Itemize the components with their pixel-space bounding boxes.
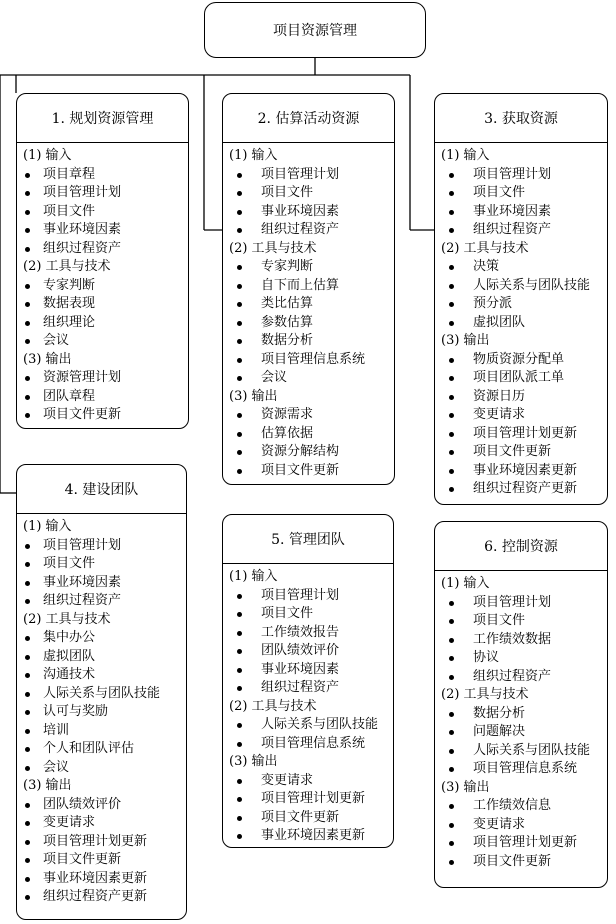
list-item-text: 项目管理计划更新 — [261, 791, 366, 806]
bullet-icon — [449, 173, 454, 178]
list-item — [229, 277, 394, 296]
section-label: (1) 输入 — [441, 576, 490, 591]
list-item-text: 事业环境因素更新 — [43, 870, 148, 886]
list-item-text: 类比估算 — [261, 296, 314, 311]
list-item — [229, 443, 394, 462]
list-item — [441, 649, 607, 668]
list-item-text: 沟通技术 — [43, 667, 96, 682]
process-body — [223, 564, 393, 846]
bullet-icon — [237, 413, 242, 418]
list-item — [441, 612, 607, 631]
bullet-icon — [449, 450, 454, 455]
bullet-icon — [237, 228, 242, 233]
bullet-icon — [449, 619, 454, 624]
list-item — [229, 605, 393, 624]
list-item-text: 项目管理计划更新 — [43, 833, 148, 849]
bullet-icon — [449, 804, 454, 809]
list-item-text: 组织理论 — [43, 314, 96, 330]
list-item — [229, 809, 393, 828]
bullet-icon — [25, 228, 30, 233]
list-item-text: 专家判断 — [261, 259, 314, 274]
list-item — [441, 314, 607, 333]
list-item — [229, 716, 393, 735]
list-item — [23, 332, 188, 351]
bullet-icon — [449, 730, 454, 735]
bullet-icon — [237, 265, 242, 270]
list-item-text: 事业环境因素 — [261, 661, 340, 677]
section-label: (1) 输入 — [23, 519, 72, 534]
list-item — [23, 814, 186, 833]
section-label: (3) 输出 — [229, 754, 278, 769]
bullet-icon — [237, 631, 242, 636]
list-item — [23, 722, 186, 741]
bullet-icon — [449, 265, 454, 270]
list-item-text: 认可与奖励 — [43, 704, 109, 719]
list-item-text: 项目文件更新 — [261, 462, 340, 478]
bullet-icon — [25, 562, 30, 567]
list-item — [23, 240, 188, 259]
process-body — [223, 143, 394, 480]
list-item — [229, 642, 393, 661]
list-item — [23, 406, 188, 425]
process-box-acquire-resources — [434, 93, 608, 505]
process-title: 3. 获取资源 — [435, 94, 607, 143]
list-item — [441, 166, 607, 185]
list-item-text: 事业环境因素更新 — [261, 828, 366, 843]
list-item-text: 项目文件更新 — [473, 444, 552, 459]
list-item — [23, 184, 188, 203]
bullet-icon — [25, 821, 30, 826]
list-item — [441, 760, 607, 779]
section-label: (2) 工具与技术 — [441, 687, 529, 702]
bullet-icon — [449, 413, 454, 418]
process-title: 6. 控制资源 — [435, 522, 607, 571]
list-item — [441, 834, 607, 853]
list-item — [23, 666, 186, 685]
bullet-icon — [237, 742, 242, 747]
list-item — [229, 369, 394, 388]
list-item-text: 项目文件 — [261, 185, 314, 200]
bullet-icon — [449, 321, 454, 326]
list-item-text: 项目文件 — [473, 613, 526, 628]
list-item — [229, 332, 394, 351]
section-label: (3) 输出 — [441, 333, 490, 348]
list-item-text: 项目管理信息系统 — [261, 735, 366, 751]
bullet-icon — [449, 284, 454, 289]
list-item-text: 事业环境因素 — [43, 574, 122, 590]
list-item — [441, 295, 607, 314]
list-item — [229, 661, 393, 680]
bullet-icon — [237, 797, 242, 802]
bullet-icon — [25, 858, 30, 863]
process-box-control-resources — [434, 521, 608, 888]
list-item — [229, 679, 393, 698]
list-item-text: 项目管理计划 — [473, 594, 552, 610]
list-item — [229, 295, 394, 314]
bullet-icon — [237, 376, 242, 381]
list-item — [23, 537, 186, 556]
list-item-text: 变更请求 — [473, 407, 526, 422]
list-item-text: 个人和团队评估 — [43, 741, 135, 756]
list-item — [23, 629, 186, 648]
list-item-text: 组织过程资产 — [473, 222, 552, 237]
list-item — [229, 406, 394, 425]
bullet-icon — [25, 544, 30, 549]
list-item-text: 人际关系与团队技能 — [473, 742, 591, 758]
list-item-text: 项目管理计划 — [261, 587, 340, 603]
list-item-text: 项目文件更新 — [261, 809, 340, 825]
bullet-icon — [25, 655, 30, 660]
list-item-text: 预分派 — [473, 296, 513, 311]
list-item — [441, 723, 607, 742]
section-label: (1) 输入 — [229, 148, 278, 163]
bullet-icon — [237, 450, 242, 455]
section-label: (1) 输入 — [441, 148, 490, 163]
process-body — [435, 571, 607, 871]
list-item-text: 物质资源分配单 — [473, 351, 565, 367]
list-item-text: 组织过程资产 — [261, 222, 340, 237]
list-item — [441, 184, 607, 203]
list-item-text: 自下而上估算 — [261, 277, 340, 293]
list-item-text: 事业环境因素 — [261, 203, 340, 219]
list-item — [23, 295, 188, 314]
list-item — [23, 796, 186, 815]
process-title: 2. 估算活动资源 — [223, 94, 394, 143]
list-item — [23, 592, 186, 611]
list-item-text: 组织过程资产 — [473, 668, 552, 684]
bullet-icon — [449, 302, 454, 307]
list-item-text: 协议 — [473, 650, 500, 665]
bullet-icon — [449, 228, 454, 233]
list-item-text: 组织过程资产更新 — [473, 481, 578, 496]
list-item-text: 项目文件 — [473, 185, 526, 200]
list-item-text: 虚拟团队 — [43, 648, 96, 664]
list-item — [441, 742, 607, 761]
section-label: (2) 工具与技术 — [229, 240, 317, 256]
list-item — [23, 574, 186, 593]
list-item-text: 问题解决 — [473, 724, 526, 739]
list-item-text: 变更请求 — [261, 772, 314, 788]
bullet-icon — [449, 860, 454, 865]
list-item-text: 工作绩效数据 — [473, 631, 552, 647]
list-item-text: 团队绩效评价 — [261, 643, 340, 658]
list-item — [23, 166, 188, 185]
list-item — [441, 258, 607, 277]
bullet-icon — [237, 339, 242, 344]
list-item-text: 项目管理信息系统 — [261, 351, 366, 367]
bullet-icon — [237, 723, 242, 728]
bullet-icon — [237, 284, 242, 289]
list-item — [441, 462, 607, 481]
list-item-text: 数据表现 — [43, 296, 96, 311]
list-item — [229, 258, 394, 277]
list-item — [23, 388, 188, 407]
process-box-plan-resource — [16, 93, 189, 429]
list-item-text: 工作绩效信息 — [473, 798, 552, 813]
list-item — [441, 853, 607, 872]
list-item — [441, 406, 607, 425]
bullet-icon — [25, 599, 30, 604]
list-item-text: 专家判断 — [43, 277, 96, 293]
bullet-icon — [449, 376, 454, 381]
list-item — [23, 221, 188, 240]
list-item — [441, 369, 607, 388]
list-item-text: 项目文件 — [261, 606, 314, 621]
list-item — [441, 443, 607, 462]
list-item-text: 项目管理信息系统 — [473, 761, 578, 776]
list-item-text: 项目章程 — [43, 166, 96, 182]
list-item-text: 项目文件 — [43, 556, 96, 571]
bullet-icon — [25, 747, 30, 752]
bullet-icon — [449, 841, 454, 846]
list-item-text: 项目管理计划更新 — [473, 835, 578, 850]
section-label: (3) 输出 — [441, 779, 490, 795]
process-title: 4. 建设团队 — [17, 465, 186, 514]
list-item-text: 会议 — [43, 333, 70, 348]
list-item — [441, 203, 607, 222]
list-item-text: 工作绩效报告 — [261, 624, 340, 640]
list-item — [23, 648, 186, 667]
bullet-icon — [237, 210, 242, 215]
list-item — [441, 631, 607, 650]
section-label: (3) 输出 — [23, 778, 72, 793]
list-item — [229, 624, 393, 643]
bullet-icon — [25, 247, 30, 252]
list-item-text: 组织过程资产 — [43, 593, 122, 608]
list-item-text: 项目管理计划 — [43, 185, 122, 200]
bullet-icon — [449, 601, 454, 606]
list-item-text: 项目管理计划 — [473, 166, 552, 182]
list-item-text: 项目管理计划 — [261, 166, 340, 182]
list-item — [229, 462, 394, 481]
list-item — [23, 888, 186, 907]
list-item-text: 人际关系与团队技能 — [261, 717, 379, 732]
list-item-text: 组织过程资产 — [261, 680, 340, 695]
bullet-icon — [449, 432, 454, 437]
list-item — [23, 555, 186, 574]
list-item-text: 项目文件更新 — [473, 853, 552, 869]
bullet-icon — [449, 395, 454, 400]
list-item-text: 数据分析 — [473, 705, 526, 721]
list-item-text: 项目团队派工单 — [473, 370, 565, 385]
list-item-text: 事业环境因素 — [43, 222, 122, 237]
list-item — [229, 772, 393, 791]
list-item-text: 培训 — [43, 722, 70, 738]
section-label: (1) 输入 — [23, 148, 72, 163]
process-title: 5. 管理团队 — [223, 515, 393, 564]
bullet-icon — [449, 469, 454, 474]
list-item — [229, 221, 394, 240]
list-item-text: 项目管理计划 — [43, 537, 122, 553]
bullet-icon — [237, 321, 242, 326]
bullet-icon — [237, 649, 242, 654]
process-box-estimate-activity-resources — [222, 93, 395, 485]
list-item-text: 参数估算 — [261, 314, 314, 330]
list-item-text: 集中办公 — [43, 630, 96, 645]
root-title: 项目资源管理 — [273, 23, 357, 39]
bullet-icon — [25, 376, 30, 381]
list-item — [23, 369, 188, 388]
list-item-text: 估算依据 — [261, 425, 314, 441]
bullet-icon — [25, 395, 30, 400]
list-item-text: 资源日历 — [473, 388, 526, 404]
list-item — [23, 759, 186, 778]
bullet-icon — [25, 339, 30, 344]
process-body — [17, 514, 186, 907]
list-item — [441, 594, 607, 613]
bullet-icon — [449, 358, 454, 363]
list-item — [441, 668, 607, 687]
list-item — [23, 203, 188, 222]
list-item-text: 人际关系与团队技能 — [473, 277, 591, 293]
section-label: (3) 输出 — [229, 388, 278, 404]
bullet-icon — [25, 321, 30, 326]
bullet-icon — [237, 191, 242, 196]
process-body — [435, 143, 607, 499]
section-label: (2) 工具与技术 — [23, 611, 111, 627]
list-item — [229, 314, 394, 333]
bullet-icon — [25, 210, 30, 215]
list-item — [229, 425, 394, 444]
bullet-icon — [449, 656, 454, 661]
list-item — [441, 388, 607, 407]
list-item — [23, 703, 186, 722]
list-item — [23, 851, 186, 870]
bullet-icon — [237, 779, 242, 784]
list-item-text: 项目文件更新 — [43, 407, 122, 422]
bullet-icon — [25, 895, 30, 900]
bullet-icon — [25, 673, 30, 678]
section-label: (2) 工具与技术 — [23, 259, 111, 274]
bullet-icon — [25, 284, 30, 289]
list-item-text: 资源需求 — [261, 407, 314, 422]
bullet-icon — [25, 302, 30, 307]
section-label: (1) 输入 — [229, 569, 278, 584]
bullet-icon — [449, 712, 454, 717]
list-item-text: 变更请求 — [473, 816, 526, 832]
bullet-icon — [25, 803, 30, 808]
bullet-icon — [25, 877, 30, 882]
list-item — [23, 685, 186, 704]
list-item-text: 组织过程资产 — [43, 240, 122, 256]
list-item-text: 会议 — [43, 759, 70, 775]
list-item-text: 事业环境因素更新 — [473, 462, 578, 478]
bullet-icon — [25, 173, 30, 178]
list-item — [229, 587, 393, 606]
process-body — [17, 143, 188, 425]
list-item — [23, 740, 186, 759]
list-item — [23, 277, 188, 296]
bullet-icon — [237, 469, 242, 474]
bullet-icon — [25, 413, 30, 418]
list-item — [229, 203, 394, 222]
list-item-text: 数据分析 — [261, 333, 314, 348]
bullet-icon — [25, 840, 30, 845]
list-item-text: 团队章程 — [43, 388, 96, 404]
bullet-icon — [25, 581, 30, 586]
list-item — [441, 351, 607, 370]
bullet-icon — [25, 191, 30, 196]
list-item-text: 团队绩效评价 — [43, 796, 122, 812]
bullet-icon — [449, 487, 454, 492]
bullet-icon — [25, 692, 30, 697]
list-item — [229, 790, 393, 809]
bullet-icon — [449, 675, 454, 680]
list-item — [441, 221, 607, 240]
section-label: (2) 工具与技术 — [441, 240, 529, 256]
bullet-icon — [237, 358, 242, 363]
bullet-icon — [25, 766, 30, 771]
bullet-icon — [449, 638, 454, 643]
bullet-icon — [449, 210, 454, 215]
list-item — [229, 735, 393, 754]
list-item-text: 组织过程资产更新 — [43, 889, 148, 904]
list-item — [229, 166, 394, 185]
bullet-icon — [237, 668, 242, 673]
process-box-manage-team — [222, 514, 394, 848]
list-item-text: 决策 — [473, 259, 500, 274]
root-node — [204, 2, 426, 58]
list-item-text: 资源管理计划 — [43, 370, 122, 385]
bullet-icon — [449, 749, 454, 754]
list-item — [441, 816, 607, 835]
list-item-text: 项目文件 — [43, 203, 96, 219]
bullet-icon — [237, 594, 242, 599]
list-item-text: 变更请求 — [43, 815, 96, 830]
bullet-icon — [25, 710, 30, 715]
list-item — [441, 425, 607, 444]
list-item — [441, 277, 607, 296]
bullet-icon — [25, 729, 30, 734]
bullet-icon — [237, 612, 242, 617]
bullet-icon — [237, 834, 242, 839]
process-title: 1. 规划资源管理 — [17, 94, 188, 143]
list-item — [23, 870, 186, 889]
process-box-develop-team — [16, 464, 187, 920]
list-item-text: 人际关系与团队技能 — [43, 685, 161, 701]
list-item — [441, 705, 607, 724]
list-item — [229, 184, 394, 203]
bullet-icon — [237, 686, 242, 691]
bullet-icon — [449, 823, 454, 828]
list-item — [441, 480, 607, 499]
list-item-text: 项目文件更新 — [43, 852, 122, 867]
list-item — [23, 833, 186, 852]
list-item-text: 项目管理计划更新 — [473, 425, 578, 441]
list-item — [229, 351, 394, 370]
bullet-icon — [237, 173, 242, 178]
list-item-text: 事业环境因素 — [473, 203, 552, 219]
list-item-text: 会议 — [261, 370, 288, 385]
section-label: (2) 工具与技术 — [229, 698, 317, 714]
bullet-icon — [449, 191, 454, 196]
bullet-icon — [449, 767, 454, 772]
bullet-icon — [237, 432, 242, 437]
bullet-icon — [237, 816, 242, 821]
list-item — [441, 797, 607, 816]
bullet-icon — [237, 302, 242, 307]
list-item-text: 资源分解结构 — [261, 444, 340, 459]
list-item — [23, 314, 188, 333]
bullet-icon — [25, 636, 30, 641]
list-item — [229, 827, 393, 846]
list-item-text: 虚拟团队 — [473, 314, 526, 330]
section-label: (3) 输出 — [23, 351, 72, 367]
